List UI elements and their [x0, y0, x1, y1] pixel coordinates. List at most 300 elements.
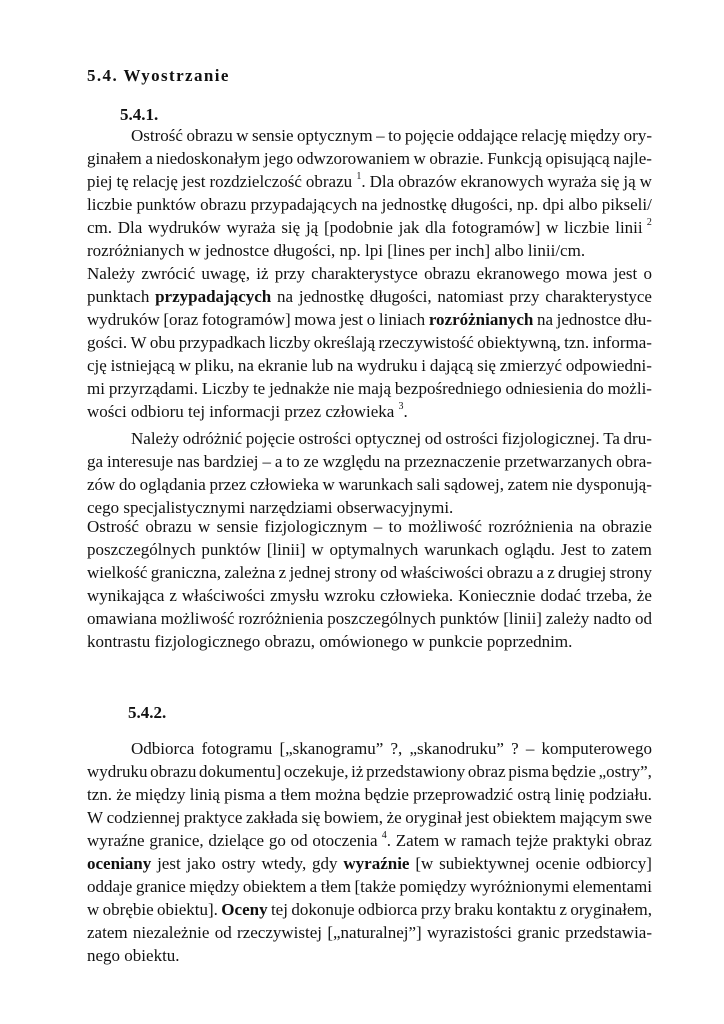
text-line	[87, 308, 652, 331]
word: dającą	[429, 356, 474, 375]
word: punktów	[439, 609, 500, 628]
word: jako	[186, 854, 216, 873]
word: tejże	[515, 831, 548, 850]
word: to	[286, 452, 300, 471]
word: w	[546, 218, 559, 237]
word: wyraźne	[87, 831, 145, 850]
word: oglądania	[139, 475, 206, 494]
word: ginałem	[87, 149, 142, 168]
word: jednakże	[269, 379, 330, 398]
paragraph-optical-sharpness	[87, 124, 652, 262]
word: tłem	[320, 877, 351, 896]
word: dysponują-	[576, 475, 652, 494]
text-line	[87, 515, 652, 538]
word: Jest	[560, 540, 587, 559]
word: na	[361, 195, 378, 214]
word: granice,	[149, 831, 204, 850]
word: zatem	[87, 923, 128, 942]
word: obrazu	[150, 762, 197, 781]
word: strony	[609, 563, 652, 582]
text-line	[87, 354, 652, 377]
word: człowieka	[249, 475, 319, 494]
word: Należy	[87, 264, 136, 283]
text-line	[87, 584, 652, 607]
text-line	[87, 829, 652, 852]
word: istniejącą	[110, 356, 175, 375]
word: wielkość	[87, 563, 148, 582]
word: ekranowych	[460, 172, 544, 191]
word: odpowiedni-	[565, 356, 652, 375]
word: podziału.	[589, 785, 652, 804]
word: [„skanogramu”	[279, 739, 384, 758]
word: piej	[87, 172, 113, 191]
word: fotogramu	[201, 739, 273, 758]
text-line	[87, 285, 652, 308]
word: na	[384, 452, 401, 471]
word: Odbiorca	[131, 739, 195, 758]
word: nie	[333, 379, 355, 398]
section-heading: 5.4. Wyostrzanie	[87, 66, 230, 85]
word: cego specjalistycznymi narzędziami obserwacyjnymi.	[87, 498, 454, 517]
word: strony	[334, 563, 377, 582]
word: przy	[509, 287, 540, 306]
text-line	[87, 630, 652, 653]
word: przeprowadzić	[413, 785, 514, 804]
word: wydruków	[148, 218, 221, 237]
word: gdy	[312, 854, 338, 873]
word: obrazu	[424, 264, 471, 283]
word: zakłada	[246, 808, 298, 827]
word: go	[268, 831, 286, 850]
word: [„naturalnej”]	[327, 923, 422, 942]
word: od	[214, 923, 232, 942]
word: zmysłu	[269, 586, 320, 605]
word: od	[424, 429, 442, 448]
word: oddaje	[87, 877, 133, 896]
word: przez	[209, 475, 247, 494]
word: bowiem,	[323, 808, 384, 827]
word: jednostkę	[381, 195, 447, 214]
word: ramach	[461, 831, 512, 850]
word: liczbie	[87, 195, 133, 214]
word: na	[237, 356, 254, 375]
word: rozróżnianych	[428, 310, 534, 329]
text-line	[87, 377, 652, 400]
word: rozróżnianych w jednostce długości, np. lpi [lines per inch] albo linii/cm.	[87, 241, 586, 260]
word: Funkcją	[487, 149, 542, 168]
text-line	[87, 944, 652, 967]
word: ostrą	[517, 785, 551, 804]
word: subiektywnej	[439, 854, 530, 873]
word: do	[586, 379, 604, 398]
word: możliwość	[408, 517, 482, 536]
word: nas	[177, 452, 200, 471]
word: W	[130, 333, 147, 352]
word: „skanodruku”	[409, 739, 504, 758]
word: przy	[274, 264, 305, 283]
word: obiektywną,	[477, 333, 561, 352]
word: a	[274, 452, 283, 471]
word: ?,	[390, 739, 403, 758]
word: zatem	[507, 475, 549, 494]
word: liczby	[268, 333, 311, 352]
word: dla	[425, 218, 446, 237]
word: obrazu $^1$.	[305, 171, 366, 191]
word: fizjologicznej.	[501, 429, 600, 448]
word: zmierzyć	[499, 356, 563, 375]
word: można	[315, 785, 361, 804]
word: trzeba,	[586, 586, 632, 605]
word: liczbie	[564, 218, 610, 237]
word: przypadkach	[178, 333, 266, 352]
word: linii $^2$	[615, 217, 652, 237]
word: elementami	[572, 877, 652, 896]
word: względu	[322, 452, 381, 471]
word: cm.	[87, 218, 113, 237]
word: kontrastu fizjologicznego obrazu, omówionego w punkcie poprzednim.	[87, 632, 573, 651]
word: zależna	[224, 563, 276, 582]
word: dokumentu]	[199, 762, 282, 781]
word: obra-	[616, 452, 652, 471]
word: ?	[511, 739, 519, 758]
word: te	[252, 379, 266, 398]
word: z	[547, 563, 555, 582]
word: przypadających	[155, 287, 272, 306]
word: przy	[420, 900, 452, 919]
word: do	[119, 475, 136, 494]
word: charakterystyce	[545, 287, 652, 306]
word: dpi	[542, 195, 565, 214]
text-line	[87, 427, 652, 450]
word: obrazie	[601, 517, 652, 536]
word: ostry	[221, 854, 256, 873]
text-line	[87, 124, 652, 147]
word: w	[178, 356, 191, 375]
word: pisma	[508, 762, 549, 781]
word: codziennej	[106, 808, 181, 827]
word: pliku,	[194, 356, 234, 375]
word: będzie	[364, 785, 409, 804]
word: charakterystyce	[311, 264, 418, 283]
text-line	[87, 450, 652, 473]
word: Koniecznie	[458, 586, 536, 605]
word: relację	[132, 172, 178, 191]
word: ze	[303, 452, 319, 471]
word: tłem	[280, 785, 311, 804]
word: to	[388, 126, 402, 145]
word: niedoskonałym	[156, 149, 261, 168]
word: Ostrość	[87, 517, 139, 536]
word: omawiana	[87, 609, 157, 628]
word: [linii]	[266, 540, 306, 559]
word: pojęcie	[245, 429, 295, 448]
text-line	[87, 921, 652, 944]
text-line	[87, 331, 652, 354]
word: z	[559, 900, 567, 919]
word: właściwości	[400, 563, 484, 582]
word: mającym	[559, 808, 622, 827]
word: [podobnie	[323, 218, 393, 237]
word: że	[386, 808, 402, 827]
word: optymalnych	[329, 540, 419, 559]
word: obiektem	[242, 877, 307, 896]
word: dzielące	[208, 831, 265, 850]
word: na	[579, 517, 596, 536]
word: w	[311, 540, 324, 559]
word: obrębie	[102, 900, 154, 919]
word: –	[373, 517, 383, 536]
word: poszczególnych	[87, 540, 196, 559]
word: braku	[454, 900, 494, 919]
word: wydruków	[87, 310, 160, 329]
word: jest	[339, 310, 364, 329]
paragraph-physiological-intro	[87, 427, 652, 519]
word: jednostce	[556, 310, 621, 329]
word: obu	[149, 333, 176, 352]
word: zależy	[545, 609, 590, 628]
word: jak	[398, 218, 420, 237]
word: Dla	[369, 172, 395, 191]
word: graniczna,	[150, 563, 222, 582]
word: fizjologicznym	[264, 517, 368, 536]
word: a	[268, 785, 277, 804]
word: jego	[263, 149, 294, 168]
word: obrazu	[486, 563, 534, 582]
word: sądowej,	[443, 475, 504, 494]
word: obrazu	[186, 126, 233, 145]
word: wości odbioru tej informacji przez człowieka $^3$.	[87, 401, 408, 421]
word: zwrócić	[141, 264, 196, 283]
word: iż	[256, 264, 269, 283]
word: wtedy,	[261, 854, 307, 873]
word: gości.	[87, 333, 128, 352]
word: określają	[313, 333, 376, 352]
word: od	[380, 563, 398, 582]
word: pikseli/	[601, 195, 652, 214]
word: tej	[270, 900, 288, 919]
word: –	[525, 739, 535, 758]
word: mi	[87, 379, 105, 398]
word: bardziej	[203, 452, 259, 471]
word: ją	[623, 172, 636, 191]
word: opisującą	[545, 149, 610, 168]
word: pisma	[224, 785, 265, 804]
word: i	[421, 356, 427, 375]
word: oryginałem,	[570, 900, 652, 919]
word: wydruku	[357, 356, 418, 375]
word: niezależnie	[132, 923, 210, 942]
word: ga	[87, 452, 104, 471]
paragraph-physiological-definition	[87, 515, 652, 653]
word: iż	[351, 762, 364, 781]
word: [oraz	[163, 310, 199, 329]
word: człowieka.	[379, 586, 454, 605]
word: odróżnić	[182, 429, 243, 448]
word: ory-	[623, 126, 652, 145]
word: linię	[554, 785, 585, 804]
word: możliwość	[160, 609, 235, 628]
text-line	[87, 607, 652, 630]
word: długości,	[369, 287, 432, 306]
word: linią	[189, 785, 220, 804]
word: rzeczywistość	[378, 333, 474, 352]
word: wyraża	[226, 218, 276, 237]
word: bezpośredniego	[394, 379, 502, 398]
word: najle-	[613, 149, 652, 168]
word: punktów	[201, 540, 261, 559]
text-line	[87, 875, 652, 898]
word: ocenie	[535, 854, 580, 873]
word: lub	[311, 356, 334, 375]
word: jest	[157, 854, 181, 873]
word: natomiast	[437, 287, 504, 306]
word: między	[135, 785, 186, 804]
word: tę	[116, 172, 129, 191]
word: w	[87, 900, 100, 919]
word: w	[639, 172, 652, 191]
subsection-heading-542: 5.4.2.	[128, 703, 167, 722]
word: z	[169, 586, 177, 605]
word: ostrości	[445, 429, 499, 448]
word: ekranie	[257, 356, 308, 375]
word: przeznaczenie	[404, 452, 501, 471]
word: granic	[517, 923, 560, 942]
word: oceniany	[87, 854, 152, 873]
word: relację	[521, 126, 567, 145]
word: sensie	[216, 517, 259, 536]
word: obrazu	[200, 195, 247, 214]
word: optycznej	[355, 429, 422, 448]
word: obiektu].	[157, 900, 218, 919]
word: w	[236, 126, 249, 145]
word: dłu-	[624, 310, 652, 329]
word: mowa	[294, 310, 336, 329]
word: obrazów	[398, 172, 457, 191]
word: długości,	[450, 195, 513, 214]
word: fotogramów]	[201, 310, 291, 329]
word: Liczby	[201, 379, 250, 398]
word: oryginał	[405, 808, 462, 827]
word: komputerowego	[541, 739, 652, 758]
word: [także	[354, 877, 396, 896]
word: odbiorca	[357, 900, 418, 919]
word: ostrości	[298, 429, 352, 448]
text-line	[87, 538, 652, 561]
word: „ostry”,	[598, 762, 652, 781]
word: Ostrość	[131, 126, 183, 145]
word: się	[281, 218, 301, 237]
word: Należy	[131, 429, 180, 448]
word: odbiorcy]	[585, 854, 652, 873]
word: dodać	[540, 586, 582, 605]
word: wynikająca	[87, 586, 165, 605]
word: na	[277, 287, 294, 306]
word: zów	[87, 475, 116, 494]
word: że	[636, 586, 652, 605]
word: warunkach	[338, 475, 414, 494]
word: rzeczywistej	[237, 923, 322, 942]
word: wzroku	[324, 586, 376, 605]
word: przypadających	[250, 195, 358, 214]
word: oglądu.	[504, 540, 556, 559]
word: się	[301, 808, 321, 827]
word: to	[388, 517, 402, 536]
word: wyraża	[547, 172, 597, 191]
word: otoczenia $^4$.	[312, 830, 392, 850]
word: Zatem	[395, 831, 440, 850]
word: obraz	[467, 762, 506, 781]
word: przetwarzanych	[504, 452, 613, 471]
text-line	[87, 262, 652, 285]
word: to	[592, 540, 606, 559]
word: [linii]	[503, 609, 542, 628]
word: jednostkę	[298, 287, 364, 306]
word: dru-	[623, 429, 652, 448]
word: odniesienia	[505, 379, 583, 398]
word: Oceny	[221, 900, 268, 919]
text-line	[87, 783, 652, 806]
word: punktach	[87, 287, 150, 306]
text-line	[87, 898, 652, 921]
word: między	[570, 126, 621, 145]
word: rozróżnienia	[488, 517, 574, 536]
word: jest	[613, 264, 638, 283]
word: rozdzielczość	[209, 172, 302, 191]
word: jest	[465, 808, 490, 827]
word: punktów	[136, 195, 196, 214]
text-line	[87, 760, 652, 783]
word: wyrazistości	[427, 923, 513, 942]
word: –	[262, 452, 271, 471]
word: wyraźnie	[343, 854, 410, 873]
word: możli-	[607, 379, 652, 398]
word: z	[278, 563, 287, 582]
word: w	[197, 517, 211, 536]
word: informa-	[592, 333, 652, 352]
word: oczekuje,	[283, 762, 349, 781]
word: tzn.	[564, 333, 590, 352]
word: liniach	[378, 310, 426, 329]
word: się	[600, 172, 620, 191]
word: Dla	[117, 218, 143, 237]
word: cję	[87, 356, 107, 375]
word: rozróżnienia	[238, 609, 324, 628]
word: a	[309, 877, 318, 896]
word: mają	[357, 379, 392, 398]
text-line	[87, 147, 652, 170]
word: od	[290, 831, 308, 850]
word: ekranowego	[476, 264, 560, 283]
word: praktyce	[183, 808, 243, 827]
word: się	[477, 356, 496, 375]
word: np.	[517, 195, 539, 214]
word: kontaktu	[496, 900, 557, 919]
word: jest	[181, 172, 206, 191]
word: od	[634, 609, 652, 628]
word: pomiędzy	[399, 877, 467, 896]
word: obraz	[614, 831, 652, 850]
paragraph-screen-vs-print	[87, 262, 652, 423]
word: pojęcie	[404, 126, 454, 145]
word: wydruku	[87, 762, 148, 781]
word: –	[376, 126, 385, 145]
word: a	[145, 149, 153, 168]
word: a	[536, 563, 544, 582]
text-line	[87, 473, 652, 496]
word: praktyki	[552, 831, 610, 850]
word: fotogramów]	[451, 218, 541, 237]
word: między	[189, 877, 240, 896]
